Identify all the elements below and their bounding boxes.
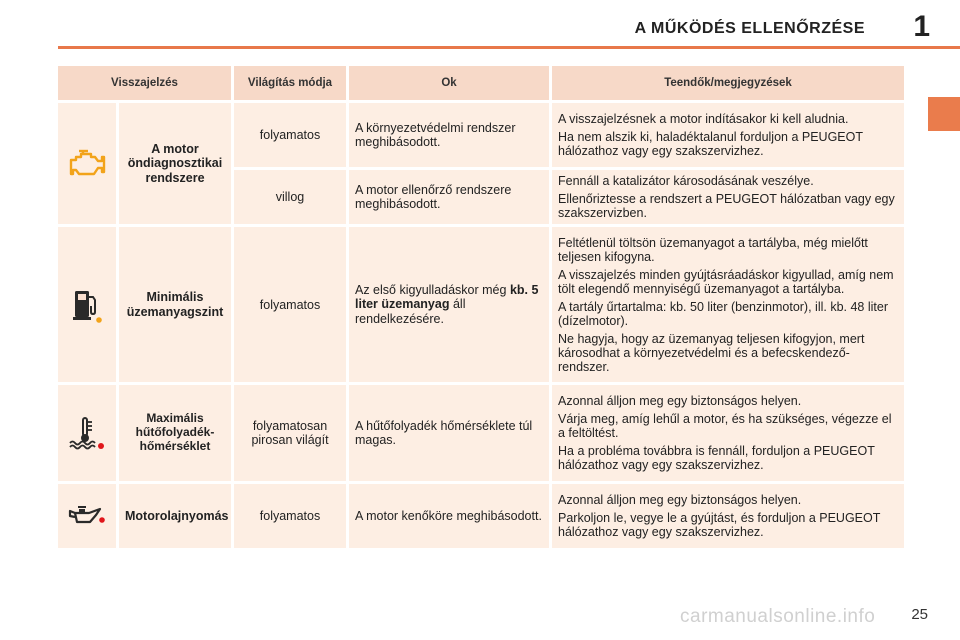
- indicator-icon-cell: [58, 385, 116, 481]
- coolant-temperature-icon: [67, 415, 107, 451]
- table-row: [58, 103, 904, 167]
- cause-text: A motor ellenőrző rendszere meghibásodott.: [349, 170, 549, 224]
- note-paragraph: A tartály űrtartalma: kb. 50 liter (benzinmotor), ill. kb. 48 liter (dízelmotor).: [558, 299, 888, 328]
- notes-cell: [552, 103, 904, 167]
- lighting-mode: folyamatos: [234, 484, 346, 548]
- indicator-name: A motor öndiagnosztikai rendszere: [119, 103, 231, 224]
- column-header: Visszajelzés: [58, 66, 231, 100]
- table-row: [58, 227, 904, 382]
- lighting-mode: folyamatos: [234, 227, 346, 382]
- note-paragraph: A visszajelzésnek a motor indításakor ki kell aludnia.: [558, 112, 849, 126]
- table-row: [58, 484, 904, 548]
- note-paragraph: Fennáll a katalizátor károsodásának veszélye.: [558, 174, 814, 188]
- oil-can-icon: [67, 503, 107, 529]
- table-header-row: [58, 66, 904, 100]
- chapter-number: 1: [913, 10, 930, 43]
- cause-text: [349, 227, 549, 382]
- indicator-name: Minimális üzemanyagszint: [119, 227, 231, 382]
- column-header: Ok: [349, 66, 549, 100]
- cause-text-bold: kb. 5 liter üzemanyag: [355, 282, 539, 312]
- fuel-pump-icon: [69, 285, 105, 325]
- notes-cell: [552, 484, 904, 548]
- indicator-icon-cell: [58, 227, 116, 382]
- engine-check-icon: [67, 148, 107, 180]
- indicator-name: Motorolajnyomás: [119, 484, 231, 548]
- cause-text: A környezetvédelmi rendszer meghibásodott.: [349, 103, 549, 167]
- cause-text: A hűtőfolyadék hőmérséklete túl magas.: [349, 385, 549, 481]
- table-row: [58, 385, 904, 481]
- note-paragraph: A visszajelzés minden gyújtásráadáskor kigyullad, amíg nem tölt elegendő mennyiségű üzemanyagot a tartályba.: [558, 267, 894, 296]
- note-paragraph: Feltétlenül töltsön üzemanyagot a tartályba, még mielőtt teljesen kifogyna.: [558, 235, 868, 264]
- note-paragraph: Ellenőriztesse a rendszert a PEUGEOT hálózatban vagy egy szakszervizben.: [558, 192, 895, 220]
- note-paragraph: Ha nem alszik ki, haladéktalanul forduljon a PEUGEOT hálózathoz vagy egy szakszervizhez.: [558, 130, 863, 158]
- page-title: A MŰKÖDÉS ELLENŐRZÉSE: [634, 20, 865, 37]
- indicator-icon-cell: [58, 103, 116, 224]
- notes-cell: [552, 227, 904, 382]
- column-header: Világítás módja: [234, 66, 346, 100]
- note-paragraph: Azonnal álljon meg egy biztonságos helyen.: [558, 394, 802, 408]
- note-paragraph: Ne hagyja, hogy az üzemanyag teljesen kifogyjon, mert károsodhat a környezetvédelmi és a befecskendező-rendszer.: [558, 331, 865, 374]
- indicator-name: Maximális hűtőfolyadék-hőmérséklet: [119, 385, 231, 481]
- note-paragraph: Parkoljon le, vegye le a gyújtást, és forduljon a PEUGEOT hálózathoz vagy egy szakszervizhez.: [558, 511, 881, 539]
- note-paragraph: Várja meg, amíg lehűl a motor, és ha szükséges, végezze el a feltöltést.: [558, 412, 892, 440]
- warning-lights-table: [55, 63, 907, 551]
- note-paragraph: Azonnal álljon meg egy biztonságos helyen.: [558, 493, 802, 507]
- page-number: 25: [911, 606, 928, 623]
- note-paragraph: Ha a probléma továbbra is fennáll, forduljon a PEUGEOT hálózathoz vagy egy szakszervizhez.: [558, 444, 875, 472]
- chapter-tab: [928, 97, 960, 131]
- cause-text-pre: Az első kigyulladáskor még: [355, 282, 507, 297]
- lighting-mode: folyamatos: [234, 103, 346, 167]
- cause-text-post: áll rendelkezésére.: [355, 297, 466, 326]
- lighting-mode: villog: [234, 170, 346, 224]
- header-rule: [58, 46, 960, 49]
- column-header: Teendők/megjegyzések: [552, 66, 904, 100]
- indicator-icon-cell: [58, 484, 116, 548]
- watermark: carmanualsonline.info: [680, 606, 876, 627]
- notes-cell: [552, 170, 904, 224]
- cause-text: A motor kenőköre meghibásodott.: [349, 484, 549, 548]
- notes-cell: [552, 385, 904, 481]
- lighting-mode: folyamatosan pirosan világít: [234, 385, 346, 481]
